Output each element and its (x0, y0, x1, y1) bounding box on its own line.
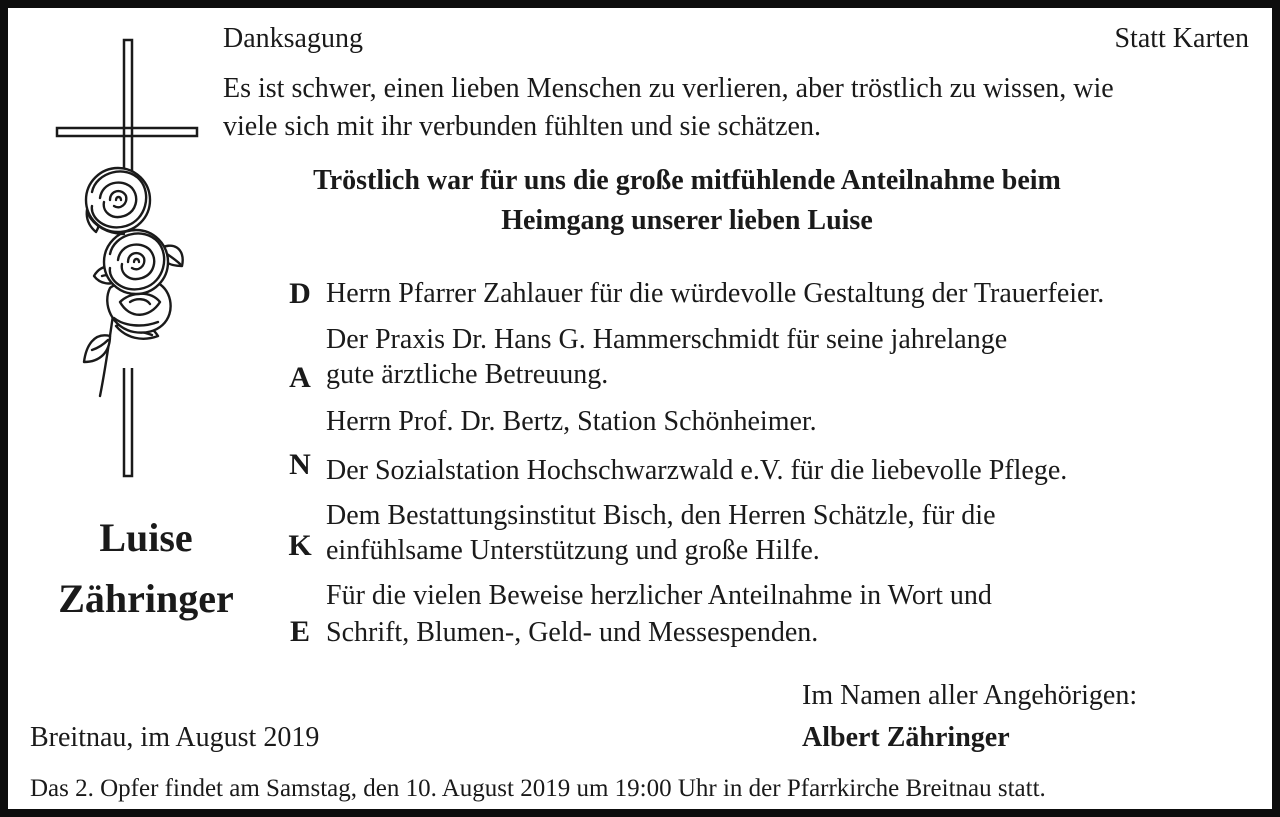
intro-line-2: viele sich mit ihr verbunden fühlten und sie schätzen. (223, 111, 821, 142)
signature-intro: Im Namen aller Angehörigen: (802, 680, 1138, 711)
cross-icon (54, 36, 200, 482)
intro-line-1: Es ist schwer, einen lieben Menschen zu verlieren, aber tröstlich zu wissen, wie (223, 73, 1114, 104)
place-date: Breitnau, im August 2019 (30, 722, 320, 753)
thanks-line-3: gute ärztliche Betreuung. (326, 359, 609, 390)
thanks-line-5: Der Sozialstation Hochschwarzwald e.V. für die liebevolle Pflege. (326, 455, 1068, 486)
heading-statt-karten: Statt Karten (1114, 23, 1249, 54)
acrostic-letter-k: K (288, 529, 312, 562)
deceased-last-name: Zähringer (58, 576, 234, 621)
headline-line-1: Tröstlich war für uns die große mitfühlende Anteilnahme beim (313, 165, 1061, 196)
headline-line-2: Heimgang unserer lieben Luise (501, 205, 873, 236)
thanks-line-8: Für die vielen Beweise herzlicher Anteilnahme in Wort und (326, 580, 992, 611)
thanks-line-4: Herrn Prof. Dr. Bertz, Station Schönheimer. (326, 406, 817, 437)
thanks-line-9: Schrift, Blumen-, Geld- und Messespenden. (326, 617, 819, 648)
signature-name: Albert Zähringer (802, 722, 1010, 753)
thanks-line-6: Dem Bestattungsinstitut Bisch, den Herren Schätzle, für die (326, 500, 996, 531)
thanks-line-2: Der Praxis Dr. Hans G. Hammerschmidt für seine jahrelange (326, 324, 1008, 355)
acrostic-letter-n: N (289, 448, 311, 481)
heading-danksagung: Danksagung (223, 23, 363, 54)
deceased-first-name: Luise (99, 515, 193, 560)
acrostic-letter-a: A (289, 361, 311, 394)
cross-with-roses (54, 36, 200, 482)
thanks-line-7: einfühlsame Unterstützung und große Hilfe. (326, 535, 820, 566)
footer-note: Das 2. Opfer findet am Samstag, den 10. August 2019 um 19:00 Uhr in der Pfarrkirche Breitnau statt. (30, 775, 1046, 802)
acrostic-letter-d: D (289, 277, 311, 310)
acrostic-letter-e: E (289, 615, 310, 648)
thanks-line-1: Herrn Pfarrer Zahlauer für die würdevolle Gestaltung der Trauerfeier. (326, 278, 1105, 309)
